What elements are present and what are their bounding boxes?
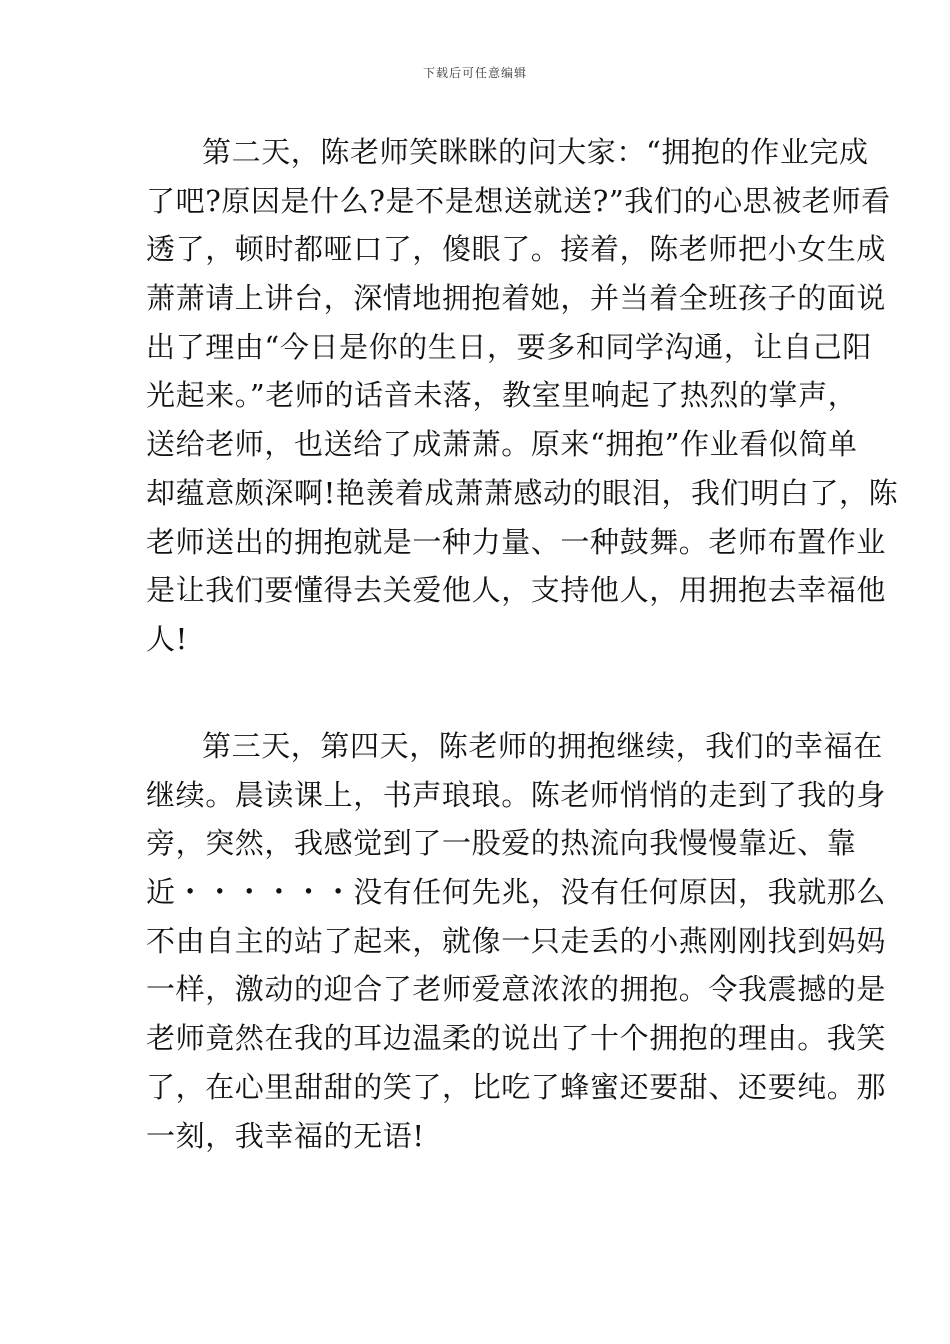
text-line: 出了理由“今日是你的生日，要多和同学沟通，让自己阳	[146, 329, 872, 364]
text-line: 了吧?原因是什么?是不是想送就送?”我们的心思被老师看	[146, 183, 891, 218]
text-line: 却蕴意颇深啊!艳羡着成萧萧感动的眼泪，我们明白了，陈	[146, 475, 899, 510]
text-line: 第三天，第四天，陈老师的拥抱继续，我们的幸福在	[202, 729, 883, 763]
text-line: 萧萧请上讲台，深情地拥抱着她，并当着全班孩子的面说	[146, 281, 887, 316]
text-line: 了，在心里甜甜的笑了，比吃了蜂蜜还要甜、还要纯。那	[146, 1069, 887, 1104]
text-line: 光起来。”老师的话音未落，教室里响起了热烈的掌声，	[146, 378, 858, 413]
text-line: 人!	[146, 621, 188, 656]
text-line: 透了，顿时都哑口了，傻眼了。接着，陈老师把小女生成	[146, 232, 887, 267]
text-line: 近・・・・・・没有任何先兆，没有任何原因，我就那么	[146, 875, 887, 910]
text-line: 送给老师，也送给了成萧萧。原来“拥抱”作业看似简单	[146, 427, 858, 462]
text-line: 不由自主的站了起来，就像一只走丢的小燕刚刚找到妈妈	[146, 923, 887, 958]
text-line: 旁，突然，我感觉到了一股爱的热流向我慢慢靠近、靠	[146, 826, 857, 861]
paragraph-day-two	[146, 128, 898, 664]
text-line: 老师送出的拥抱就是一种力量、一种鼓舞。老师布置作业	[146, 524, 887, 559]
text-line: 老师竟然在我的耳边温柔的说出了十个拥抱的理由。我笑	[146, 1021, 887, 1056]
page-header: 下载后可任意编辑	[422, 66, 527, 80]
paragraph-day-three-four	[146, 722, 886, 1160]
text-line: 继续。晨读课上，书声琅琅。陈老师悄悄的走到了我的身	[146, 777, 887, 812]
text-line: 一样，激动的迎合了老师爱意浓浓的拥抱。令我震撼的是	[146, 972, 887, 1007]
text-line: 是让我们要懂得去关爱他人，支持他人，用拥抱去幸福他	[146, 573, 887, 608]
text-line: 第二天，陈老师笑眯眯的问大家：“拥抱的作业完成	[202, 135, 869, 169]
text-line: 一刻，我幸福的无语!	[146, 1118, 425, 1153]
